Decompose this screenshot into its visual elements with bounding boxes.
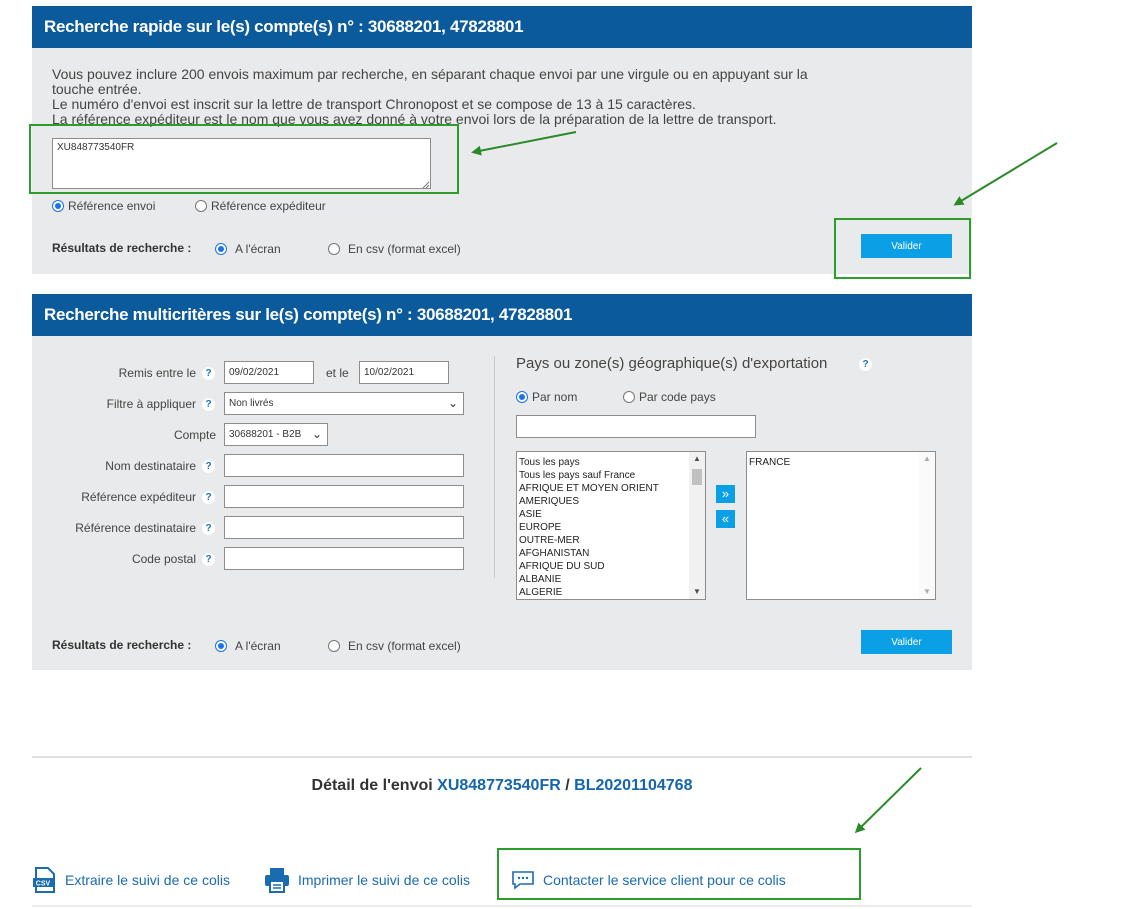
scroll-up-icon[interactable]: ▲ xyxy=(923,454,931,463)
radio-label: A l'écran xyxy=(235,639,281,653)
divider xyxy=(32,905,972,907)
radio-reference-envoi[interactable] xyxy=(52,199,155,213)
quick-search-panel xyxy=(32,6,972,274)
csv-icon-text: CSV xyxy=(35,880,51,888)
filter-label: Filtre à appliquer xyxy=(106,397,196,411)
shipment-number-link[interactable]: XU848773540FR xyxy=(437,777,561,794)
radio-dot[interactable] xyxy=(516,391,528,403)
selected-country-option[interactable]: FRANCE xyxy=(749,457,791,468)
country-option[interactable]: Tous les pays xyxy=(519,457,580,468)
recipient-name-input[interactable] xyxy=(224,454,464,477)
instruction-line: touche entrée. xyxy=(52,81,142,97)
column-divider xyxy=(494,356,495,578)
country-title: Pays ou zone(s) géographique(s) d'exportation xyxy=(516,355,828,372)
radio-results-csv[interactable] xyxy=(328,639,461,653)
country-option[interactable]: AFGHANISTAN xyxy=(519,548,590,559)
resize-grip-icon[interactable] xyxy=(422,181,430,189)
contact-service-link[interactable] xyxy=(511,870,786,890)
radio-reference-expediteur[interactable] xyxy=(195,199,326,213)
quick-search-instructions xyxy=(52,67,952,127)
extract-label: Extraire le suivi de ce colis xyxy=(65,872,230,888)
country-option[interactable]: AMERIQUES xyxy=(519,496,580,507)
scroll-down-icon[interactable]: ▼ xyxy=(923,587,931,596)
filter-select[interactable] xyxy=(224,392,464,415)
help-icon[interactable]: ? xyxy=(202,553,215,566)
scrollbar-thumb[interactable] xyxy=(692,469,702,485)
help-icon[interactable]: ? xyxy=(859,358,872,371)
radio-dot[interactable] xyxy=(328,243,340,255)
multi-search-title: Recherche multicritères sur le(s) compte(s) n° : 30688201, 47828801 xyxy=(32,294,972,336)
results-label: Résultats de recherche : xyxy=(52,241,192,255)
radio-dot[interactable] xyxy=(623,391,635,403)
radio-label: A l'écran xyxy=(235,242,281,256)
radio-results-screen[interactable] xyxy=(215,242,281,256)
country-option[interactable]: ALBANIE xyxy=(519,574,562,585)
results-label: Résultats de recherche : xyxy=(52,638,192,652)
scrollbar[interactable] xyxy=(919,452,935,599)
recipient-name-label: Nom destinataire xyxy=(105,459,196,473)
date-from-label: Remis entre le xyxy=(118,366,196,380)
radio-label: Référence envoi xyxy=(68,199,156,213)
country-option[interactable]: AFRIQUE ET MOYEN ORIENT xyxy=(519,483,659,494)
date-to-label: et le xyxy=(326,366,349,380)
scroll-down-icon[interactable]: ▼ xyxy=(693,587,701,596)
help-icon[interactable]: ? xyxy=(202,491,215,504)
radio-country-by-code[interactable] xyxy=(623,390,716,404)
filter-select-value: Non livrés xyxy=(229,398,274,409)
help-icon[interactable]: ? xyxy=(202,460,215,473)
add-country-button[interactable]: » xyxy=(716,485,735,503)
country-option[interactable]: ALGERIE xyxy=(519,587,563,598)
recipient-ref-label: Référence destinataire xyxy=(75,521,196,535)
radio-dot[interactable] xyxy=(215,640,227,652)
radio-label: En csv (format excel) xyxy=(348,639,461,653)
detail-prefix: Détail de l'envoi xyxy=(311,777,433,794)
help-icon[interactable]: ? xyxy=(202,522,215,535)
country-search-input[interactable] xyxy=(516,415,756,438)
account-select[interactable] xyxy=(224,423,328,446)
radio-dot[interactable] xyxy=(195,200,207,212)
contact-label: Contacter le service client pour ce colis xyxy=(543,872,786,888)
multi-search-submit-button[interactable]: Valider xyxy=(861,630,952,654)
scroll-up-icon[interactable]: ▲ xyxy=(693,454,701,463)
help-icon[interactable]: ? xyxy=(202,398,215,411)
scrollbar[interactable] xyxy=(689,452,705,599)
instruction-line: Le numéro d'envoi est inscrit sur la lettre de transport Chronopost et se compose de 13 à 15 caractères. xyxy=(52,96,696,112)
quick-search-submit-button[interactable]: Valider xyxy=(861,234,952,258)
postal-code-label: Code postal xyxy=(131,552,196,566)
radio-label: Par code pays xyxy=(639,390,716,404)
country-option[interactable]: AFRIQUE DU SUD xyxy=(519,561,605,572)
postal-code-input[interactable] xyxy=(224,547,464,570)
divider xyxy=(32,756,972,758)
instruction-line: La référence expéditeur est le nom que vous avez donné à votre envoi lors de la préparation de la lettre de transport. xyxy=(52,111,777,127)
country-option[interactable]: EUROPE xyxy=(519,522,562,533)
date-from-input[interactable] xyxy=(224,361,314,384)
chevron-down-icon: ⌄ xyxy=(311,427,322,441)
printer-icon xyxy=(264,867,290,893)
shipment-reference-link[interactable]: BL20201104768 xyxy=(574,777,693,794)
radio-dot[interactable] xyxy=(328,640,340,652)
country-option[interactable]: OUTRE-MER xyxy=(519,535,580,546)
account-label: Compte xyxy=(173,428,216,442)
country-option[interactable]: ASIE xyxy=(519,509,542,520)
radio-label: Référence expéditeur xyxy=(211,199,326,213)
instruction-line: Vous pouvez inclure 200 envois maximum par recherche, en séparant chaque envoi par une virgule ou en appuyant sur la xyxy=(52,66,808,82)
shipment-detail-heading xyxy=(32,777,972,795)
date-to-input[interactable] xyxy=(359,361,449,384)
csv-file-icon xyxy=(32,867,57,893)
radio-country-by-name[interactable] xyxy=(516,390,577,404)
sender-ref-input[interactable] xyxy=(224,485,464,508)
radio-dot[interactable] xyxy=(52,200,64,212)
radio-label: En csv (format excel) xyxy=(348,242,461,256)
shipment-numbers-textarea[interactable] xyxy=(52,138,431,189)
available-countries-list[interactable] xyxy=(516,451,706,600)
chat-bubble-icon xyxy=(511,870,535,890)
detail-separator: / xyxy=(565,777,570,794)
recipient-ref-input[interactable] xyxy=(224,516,464,539)
extract-tracking-link[interactable] xyxy=(32,867,230,893)
selected-countries-list[interactable] xyxy=(746,451,936,600)
radio-label: Par nom xyxy=(532,390,578,404)
help-icon[interactable]: ? xyxy=(202,367,215,380)
print-tracking-link[interactable] xyxy=(264,867,470,893)
remove-country-button[interactable]: « xyxy=(716,510,735,528)
chevron-down-icon: ⌄ xyxy=(447,396,458,410)
account-select-value: 30688201 - B2B xyxy=(229,429,302,440)
quick-search-title: Recherche rapide sur le(s) compte(s) n° : 30688201, 47828801 xyxy=(32,6,972,48)
radio-dot[interactable] xyxy=(215,243,227,255)
print-label: Imprimer le suivi de ce colis xyxy=(298,872,470,888)
radio-results-screen[interactable] xyxy=(215,639,281,653)
radio-results-csv[interactable] xyxy=(328,242,461,256)
multi-search-panel xyxy=(32,294,972,670)
country-option[interactable]: Tous les pays sauf France xyxy=(519,470,636,481)
sender-ref-label: Référence expéditeur xyxy=(81,490,196,504)
